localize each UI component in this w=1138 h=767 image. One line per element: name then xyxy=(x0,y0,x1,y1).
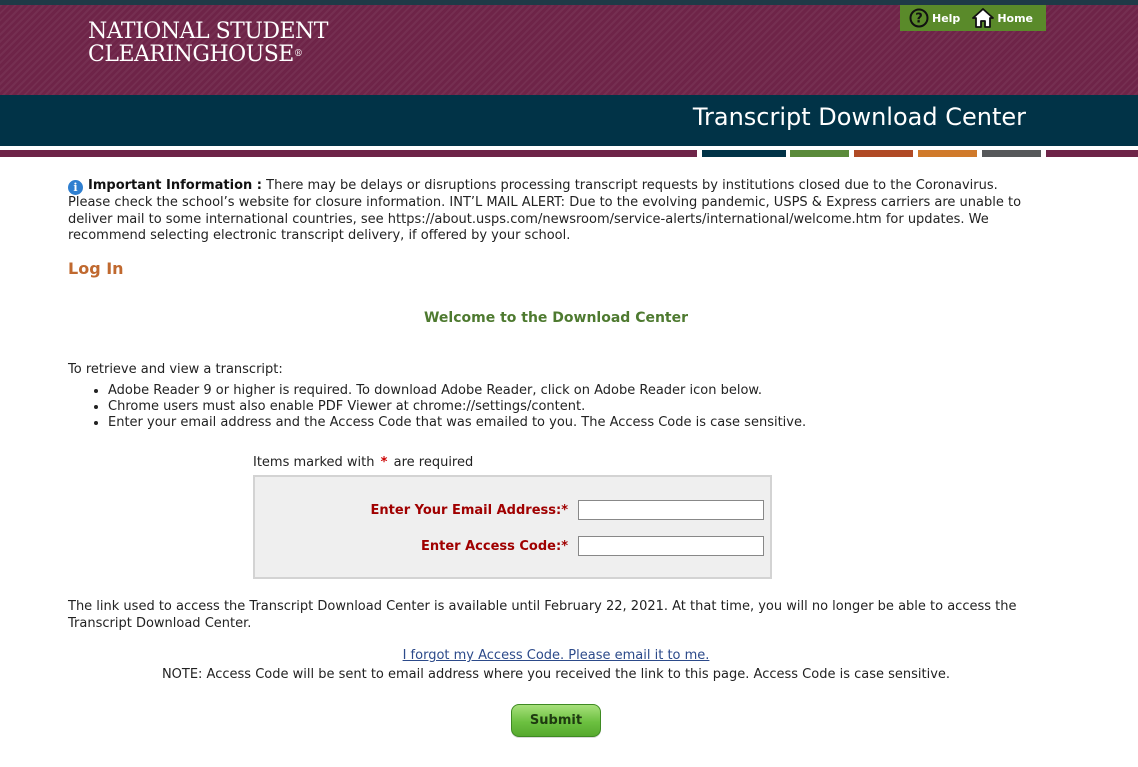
help-link[interactable] xyxy=(909,8,960,28)
home-link[interactable] xyxy=(972,8,1033,28)
color-segment-red xyxy=(854,150,913,157)
color-segment-maroon-right xyxy=(1046,150,1138,157)
color-segment-green xyxy=(790,150,849,157)
page-title: Transcript Download Center xyxy=(692,103,1026,131)
required-star: * xyxy=(380,455,388,470)
color-segment-navy xyxy=(702,150,786,157)
list-item: • Chrome users must also enable PDF Viewer at chrome://settings/content. xyxy=(108,399,806,415)
title-bar xyxy=(0,95,1138,146)
notice-text: There may be delays or disruptions processing transcript requests by institutions closed due to the Coronavirus. Please check the school’s website for closure information. INT’L MAIL ALERT: Due to the evolving pandemic, USPS & Express carriers are unable to deliver mail to some international countries, see https://about.usps.com/newsroom/service-alerts/international/welcome.htm for updates. We recommend selecting electronic transcript delivery, if offered by your school. xyxy=(68,178,1022,243)
list-item: • Adobe Reader 9 or higher is required. To download Adobe Reader, click on Adobe Reader icon below. xyxy=(108,383,806,399)
email-label: Enter Your Email Address:* xyxy=(370,503,568,518)
access-code-label: Enter Access Code:* xyxy=(421,539,568,554)
login-heading: Log In xyxy=(68,259,124,278)
submit-button[interactable]: Submit xyxy=(511,704,601,737)
forgot-access-code xyxy=(0,648,1112,663)
login-form xyxy=(253,475,772,579)
instructions-list xyxy=(108,383,806,431)
important-information-notice xyxy=(68,178,1036,245)
color-strip xyxy=(0,146,1138,157)
forgot-access-code-link[interactable]: I forgot my Access Code. Please email it to me. xyxy=(402,648,710,663)
color-segment-maroon xyxy=(0,150,697,157)
logo-line-2: CLEARINGHOUSE® xyxy=(88,42,303,67)
instructions-intro: To retrieve and view a transcript: xyxy=(68,362,283,377)
required-prefix: Items marked with xyxy=(253,455,375,470)
email-field[interactable] xyxy=(578,500,764,520)
required-suffix: are required xyxy=(393,455,474,470)
help-icon xyxy=(909,8,929,28)
welcome-heading: Welcome to the Download Center xyxy=(423,310,689,326)
link-expiry-text: The link used to access the Transcript Download Center is available until February 22, 2021. At that time, you will no longer be able to access the Transcript Download Center. xyxy=(68,599,1017,631)
help-home-bar xyxy=(900,5,1046,31)
info-icon: i xyxy=(68,180,83,195)
site-header xyxy=(0,5,1138,95)
access-code-field[interactable] xyxy=(578,536,764,556)
svg-text:?: ? xyxy=(915,11,923,27)
logo-line-1: NATIONAL STUDENT xyxy=(88,19,328,44)
home-icon xyxy=(972,8,994,28)
notice-heading: Important Information : xyxy=(88,178,263,193)
home-label: Home xyxy=(997,11,1033,25)
color-segment-gray xyxy=(982,150,1041,157)
clearinghouse-logo[interactable] xyxy=(88,20,328,66)
access-code-note: NOTE: Access Code will be sent to email address where you received the link to this page. Access Code is case sensitive. xyxy=(161,667,951,682)
help-label: Help xyxy=(932,11,961,25)
required-fields-note xyxy=(253,455,473,470)
list-item: • Enter your email address and the Access Code that was emailed to you. The Access Code is case sensitive. xyxy=(108,415,806,431)
instructions xyxy=(68,362,806,431)
registered-mark: ® xyxy=(293,49,303,59)
color-segment-orange xyxy=(918,150,977,157)
